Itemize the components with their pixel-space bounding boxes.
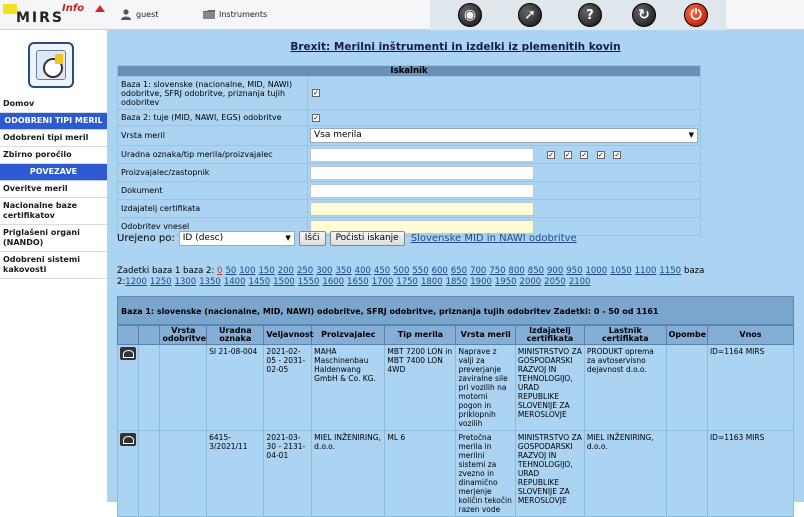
zadetki-page-link[interactable]: 1750 [396, 277, 418, 287]
table-row [118, 345, 794, 431]
row-action-cell [118, 431, 139, 517]
zadetki-page-link[interactable]: 100 [239, 266, 256, 276]
sidebar-menu [0, 96, 107, 279]
uradna-checkbox-5[interactable]: ✓ [614, 150, 621, 159]
logo-mark [3, 4, 17, 14]
top-bar [0, 0, 804, 30]
zadetki-page-link[interactable]: 50 [225, 266, 237, 276]
slovenske-mid-link[interactable]: Slovenske MID in NAWI odobritve [410, 233, 577, 244]
zadetki-page-link[interactable]: 1900 [470, 277, 492, 287]
nav-instruments[interactable] [203, 6, 267, 22]
vrsta-select-value: Vsa merila [314, 130, 362, 140]
zadetki-page-link[interactable]: 1500 [273, 277, 295, 287]
pagination [117, 266, 705, 288]
pagination-mid-word: baza [684, 266, 705, 276]
search-form [117, 65, 701, 236]
results-panel [117, 296, 794, 517]
zadetki-page-link[interactable]: 2000 [519, 277, 542, 287]
pagination-prefix: Zadetki baza 1 baza 2: [117, 266, 215, 276]
uradna-checkbox-4[interactable]: ✓ [597, 150, 604, 159]
zadetki-page-link[interactable]: 1800 [420, 277, 443, 287]
icon-toolbar [430, 0, 726, 30]
cell-lastnik: PRODUKT oprema za avtoservisno dejavnost d.o.o. [584, 345, 666, 431]
proizvajalec-label: Proizvajalec/zastopnik [118, 164, 308, 182]
chevron-down-icon: ▼ [285, 234, 291, 242]
zadetki-page-link[interactable]: 500 [393, 266, 410, 276]
zadetki-page-link[interactable]: 1450 [248, 277, 271, 287]
nav-instruments-label: Instruments [219, 9, 268, 19]
cell-tip: ML 6 [385, 431, 456, 517]
zadetki-page-link[interactable]: 950 [566, 266, 583, 276]
odobritev-label: Odobritev vnesel [118, 218, 308, 236]
cell-vnos: ID=1164 MIRS [707, 345, 793, 431]
dokument-input[interactable] [310, 184, 534, 198]
logo-text: MIRS [16, 10, 65, 26]
zadetki-page-link[interactable]: 700 [470, 266, 487, 276]
logo-info-text: Info [62, 3, 85, 14]
world-icon[interactable]: ◉ [458, 3, 482, 27]
instrument-logo-icon [28, 42, 74, 88]
column-header: Proizvajalec [312, 326, 385, 345]
page-link-current[interactable]: 0 [217, 266, 223, 276]
column-header: Vnos [707, 326, 793, 345]
cell-lastnik: MIEL INŽENIRING, d.o.o. [584, 431, 666, 517]
cell-opombe [666, 431, 707, 517]
refresh-icon[interactable]: ↻ [632, 3, 656, 27]
uradna-label: Uradna oznaka/tip merila/proizvajalec [118, 146, 308, 164]
cell-proizvajalec: MIEL INŽENIRING, d.o.o. [312, 431, 385, 517]
nav-guest-label: guest [136, 9, 159, 19]
uradna-checkbox-1[interactable]: ✓ [548, 150, 555, 159]
zadetki-page-link[interactable]: 800 [508, 266, 525, 276]
column-header: Opombe [666, 326, 707, 345]
zadetki-page-link[interactable]: 850 [527, 266, 545, 276]
column-header [139, 326, 160, 345]
row-empty-cell [139, 345, 160, 431]
zadetki-page-link[interactable]: 1150 [659, 266, 682, 276]
izdajatelj-label: Izdajatelj certifikata [118, 200, 308, 218]
zadetki-page-link[interactable]: 750 [489, 266, 506, 276]
cell-izdajatelj: MINISTRSTVO ZA GOSPODARSKI RAZVOJ IN TEHNOLOGIJO, URAD REPUBLIKE SLOVENIJE ZA MEROSLOVJE [515, 431, 584, 517]
detail-icon[interactable] [120, 433, 136, 446]
results-heading: Baza 1: slovenske (nacionalne, MID, NAWI) odobritve, SFRJ odobritve, priznanja tujih odobritev Zadetki: 0 - 50 od 1161 [117, 296, 794, 325]
cell-uradna: SI 21-08-004 [207, 345, 264, 431]
sort-label: Urejeno po: [117, 233, 175, 244]
mirs-logo[interactable] [0, 0, 108, 30]
nav-guest[interactable] [120, 6, 158, 22]
zadetki-page-link[interactable]: 250 [296, 266, 314, 276]
zadetki-page-link[interactable]: 1000 [585, 266, 608, 276]
baza2-label: Baza 2: tuje (MID, NAWI, EGS) odobritve [118, 110, 308, 126]
detail-icon[interactable] [120, 347, 136, 360]
column-header [118, 326, 139, 345]
warning-triangle-icon [95, 5, 105, 12]
row-action-cell [118, 345, 139, 431]
zadetki-page-link[interactable]: 300 [316, 266, 333, 276]
sidebar-item-zbirno[interactable]: Zbirno poročilo [0, 147, 107, 164]
sidebar-section-povezave: POVEZAVE [0, 164, 107, 181]
baza2-checkbox[interactable]: ✓ [313, 113, 319, 122]
cell-izdajatelj: MINISTRSTVO ZA GOSPODARSKI RAZVOJ IN TEHNOLOGIJO, URAD REPUBLIKE SLOVENIJE ZA MEROSLOVJE [515, 345, 584, 431]
sidebar-item-nacionalne[interactable]: Nacionalne baze certifikatov [0, 198, 107, 225]
zadetki-page-link[interactable]: 2100 [568, 277, 591, 287]
sort-row [117, 231, 717, 246]
column-header: Izdajatelj certifikata [515, 326, 584, 345]
zadetki-page-link[interactable]: 1700 [371, 277, 394, 287]
sidebar-item-overitve[interactable]: Overitve meril [0, 181, 107, 198]
column-header: Lastnik certifikata [584, 326, 666, 345]
chevron-down-icon: ▼ [688, 131, 694, 139]
zadetki-page-link[interactable]: 450 [373, 266, 391, 276]
izdajatelj-input[interactable] [310, 202, 534, 216]
zadetki-page-link[interactable]: 1400 [223, 277, 246, 287]
row-empty-cell [139, 431, 160, 517]
zadetki-page-link[interactable]: 1350 [199, 277, 221, 287]
zadetki-page-link[interactable]: 2050 [544, 277, 566, 287]
vrsta-select[interactable] [310, 128, 698, 143]
zadetki-page-link[interactable]: 1100 [634, 266, 657, 276]
pagination-second-prefix: 2: [117, 277, 126, 287]
power-icon[interactable]: ⏻ [684, 3, 708, 27]
zadetki-page-link[interactable]: 1850 [445, 277, 468, 287]
cell-vrsta: Naprave z valji za preverjanje zaviralne sile pri vozilih na motorni pogon in priklopnih vozilih [456, 345, 515, 431]
search-button[interactable]: Išči [299, 231, 326, 246]
baza1-label: Baza 1: slovenske (nacionalne, MID, NAWI) odobritve, SFRJ odobritve, priznanja tujih odobritev [118, 77, 308, 110]
folder-icon [203, 8, 215, 20]
uradna-input[interactable] [310, 148, 534, 162]
baza1-checkbox[interactable]: ✓ [313, 89, 319, 97]
zadetki-page-link[interactable]: 550 [412, 266, 429, 276]
vrsta-odobritve-cell [160, 431, 207, 517]
column-header: Uradna oznaka [207, 326, 264, 345]
vrsta-odobritve-cell [160, 345, 207, 431]
sidebar-section-odobreni: ODOBRENI TIPI MERIL [0, 113, 107, 130]
vrsta-label: Vrsta meril [118, 126, 308, 146]
main-content [107, 30, 804, 514]
zadetki-page-link[interactable]: 1600 [322, 277, 345, 287]
help-icon[interactable]: ? [578, 3, 602, 27]
zadetki-page-link[interactable]: 900 [547, 266, 564, 276]
zadetki-page-link[interactable]: 400 [354, 266, 371, 276]
cell-veljavnost: 2021-02-05 - 2031-02-05 [264, 345, 312, 431]
zadetki-page-link[interactable]: 650 [450, 266, 468, 276]
column-header: Vrsta meril [456, 326, 515, 345]
table-row [118, 431, 794, 517]
zadetki-page-link[interactable]: 600 [431, 266, 448, 276]
cell-vrsta: Pretočna merila in merilni sistemi za zvezno in dinamično merjenje količin tekočin razen vode [456, 431, 515, 517]
compass-icon[interactable]: ➚ [518, 3, 542, 27]
zadetki-page-link[interactable]: 350 [335, 266, 352, 276]
cell-tip: MBT 7200 LON in MBT 7400 LON 4WD [385, 345, 456, 431]
zadetki-page-link[interactable]: 1550 [297, 277, 320, 287]
zadetki-page-link[interactable]: 1950 [494, 277, 517, 287]
sidebar-item-nando[interactable]: Priglašeni organi (NANDO) [0, 225, 107, 252]
uradna-checkbox-2[interactable]: ✓ [564, 150, 571, 159]
user-icon [120, 8, 132, 20]
cell-opombe [666, 345, 707, 431]
sidebar [0, 30, 107, 502]
clear-search-button[interactable]: Počisti iskanje [330, 231, 405, 246]
page-title[interactable]: Brexit: Merilni inštrumenti in izdelki iz plemenitih kovin [290, 41, 621, 53]
cell-vnos: ID=1163 MIRS [707, 431, 793, 517]
zadetki-page-link[interactable]: 1200 [125, 277, 147, 287]
proizvajalec-input[interactable] [310, 166, 534, 180]
column-header: Veljavnost [264, 326, 312, 345]
zadetki-page-link[interactable]: 1050 [610, 266, 632, 276]
cell-veljavnost: 2021-03-30 - 2131-04-01 [264, 431, 312, 517]
sidebar-item-domov[interactable]: Domov [0, 96, 107, 113]
column-header: Tip merila [385, 326, 456, 345]
uradna-checkbox-3[interactable]: ✓ [581, 150, 588, 159]
column-header: Vrsta odobritve [160, 326, 207, 345]
sidebar-item-odobreni-tipi[interactable]: Odobreni tipi meril [0, 130, 107, 147]
dokument-label: Dokument [118, 182, 308, 200]
zadetki-page-link[interactable]: 150 [258, 266, 275, 276]
zadetki-page-link[interactable]: 1300 [174, 277, 197, 287]
sidebar-item-sistemi[interactable]: Odobreni sistemi kakovosti [0, 252, 107, 279]
zadetki-page-link[interactable]: 200 [277, 266, 294, 276]
cell-uradna: 6415-3/2021/11 [207, 431, 264, 517]
zadetki-page-link[interactable]: 1250 [149, 277, 172, 287]
cell-proizvajalec: MAHA Maschinenbau Haldenwang GmbH & Co. KG. [312, 345, 385, 431]
sort-select-value: ID (desc) [182, 233, 224, 243]
form-header: Iskalnik [118, 66, 701, 77]
results-table [117, 325, 794, 517]
sort-select[interactable] [179, 231, 295, 246]
zadetki-page-link[interactable]: 1650 [347, 277, 369, 287]
